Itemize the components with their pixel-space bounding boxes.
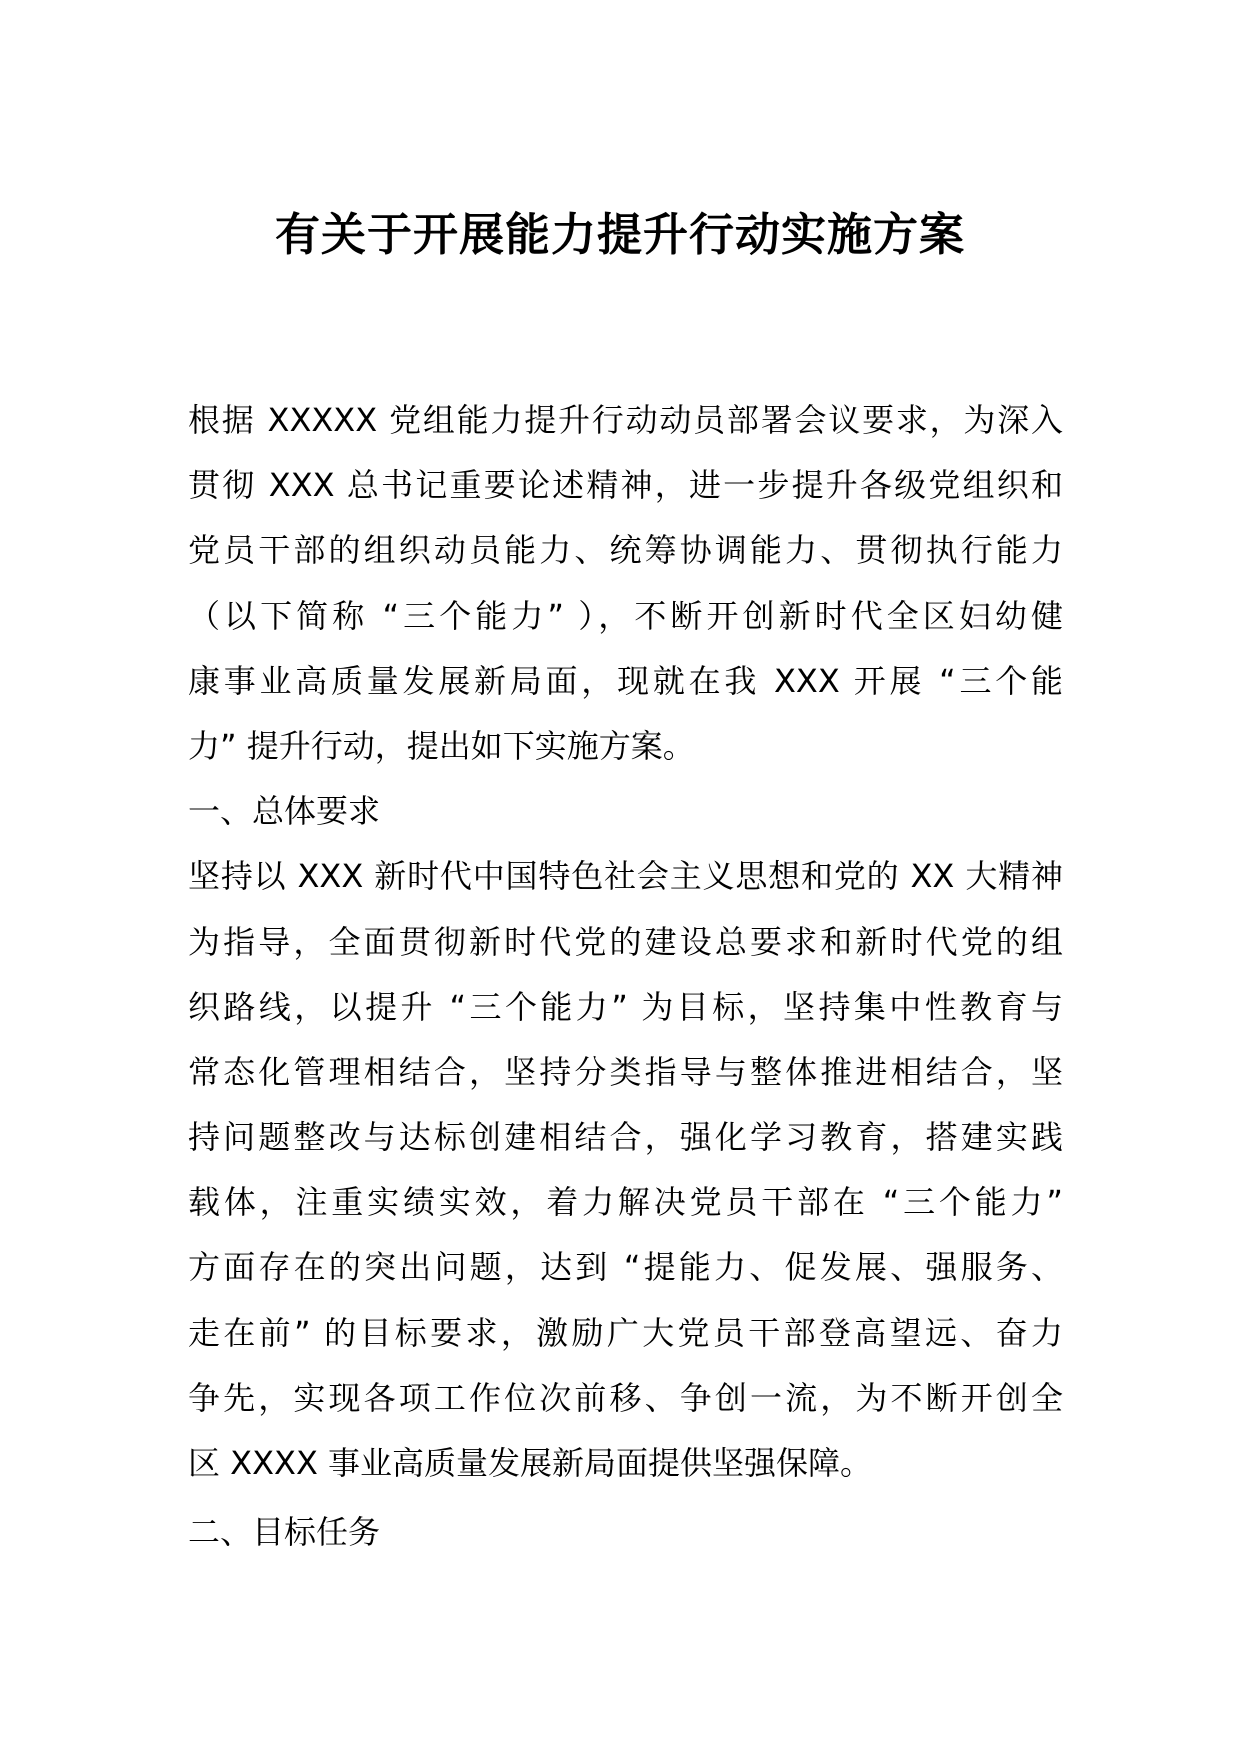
section-heading-goals-tasks: 二、目标任务	[188, 1513, 381, 1552]
paragraph-overall-requirements	[188, 844, 1063, 1496]
text-line: 走在前” 的目标要求，激励广大党员干部登高望远、奋力	[188, 1313, 1063, 1352]
text-line: 坚持以 XXX 新时代中国特色社会主义思想和党的 XX 大精神	[188, 857, 1063, 896]
text-line: 力” 提升行动，提出如下实施方案。	[188, 726, 695, 765]
text-line: 争先，实现各项工作位次前移、争创一流，为不断开创全	[188, 1378, 1063, 1417]
paragraph-intro	[188, 388, 1063, 779]
text-line: 区 XXXX 事业高质量发展新局面提供坚强保障。	[188, 1444, 873, 1482]
text-line: 康事业高质量发展新局面，现就在我 XXX 开展 “三个能	[188, 661, 1063, 700]
document-title: 有关于开展能力提升行动实施方案	[274, 208, 965, 261]
text-line: 党员干部的组织动员能力、统筹协调能力、贯彻执行能力	[188, 531, 1063, 570]
text-line: 载体，注重实绩实效，着力解决党员干部在 “三个能力”	[188, 1183, 1063, 1222]
text-line: 贯彻 XXX 总书记重要论述精神，进一步提升各级党组织和	[188, 466, 1063, 505]
text-line: 根据 XXXXX 党组能力提升行动动员部署会议要求，为深入	[188, 401, 1063, 439]
section-heading-overall-requirements: 一、总体要求	[188, 792, 381, 831]
text-line: 常态化管理相结合，坚持分类指导与整体推进相结合，坚	[188, 1052, 1063, 1091]
document-body	[188, 388, 1063, 1565]
text-line: 为指导，全面贯彻新时代党的建设总要求和新时代党的组	[188, 922, 1063, 961]
text-line: （以下简称 “三个能力” ），不断开创新时代全区妇幼健	[188, 596, 1063, 635]
text-line: 方面存在的突出问题，达到 “提能力、促发展、强服务、	[188, 1248, 1063, 1287]
text-line: 织路线，以提升 “三个能力” 为目标，坚持集中性教育与	[188, 987, 1063, 1026]
text-line: 持问题整改与达标创建相结合，强化学习教育，搭建实践	[188, 1118, 1063, 1157]
